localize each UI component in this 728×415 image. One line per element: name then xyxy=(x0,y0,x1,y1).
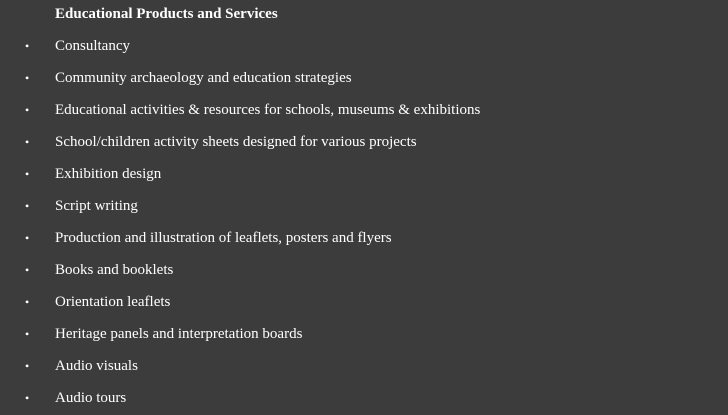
list-item-label: Orientation leaflets xyxy=(55,294,171,310)
list-item-label: Audio visuals xyxy=(55,358,138,374)
list-item-label: Consultancy xyxy=(55,38,130,54)
section-heading: Educational Products and Services xyxy=(55,6,278,22)
list-item-label: Books and booklets xyxy=(55,262,174,278)
list-item-label: School/children activity sheets designed for various projects xyxy=(55,134,417,150)
bullet-icon: • xyxy=(25,295,30,309)
bullet-icon: • xyxy=(25,359,30,373)
bullet-icon: • xyxy=(25,71,30,85)
bullet-icon: • xyxy=(25,103,30,117)
bullet-icon: • xyxy=(25,167,30,181)
bullet-icon: • xyxy=(25,231,30,245)
list-item-label: Script writing xyxy=(55,198,138,214)
bullet-icon: • xyxy=(25,327,30,341)
bullet-icon: • xyxy=(25,199,30,213)
list-item-label: Educational activities & resources for schools, museums & exhibitions xyxy=(55,102,481,118)
list-item-label: Exhibition design xyxy=(55,166,162,182)
bullet-icon: • xyxy=(25,263,30,277)
bullet-icon: • xyxy=(25,39,30,53)
list-item-label: Audio tours xyxy=(55,390,127,406)
list-item-label: Community archaeology and education strategies xyxy=(55,70,352,86)
list-item-label: Production and illustration of leaflets, posters and flyers xyxy=(55,230,392,246)
bullet-icon: • xyxy=(25,391,30,405)
list-item-label: Heritage panels and interpretation boards xyxy=(55,326,303,342)
bullet-icon: • xyxy=(25,135,30,149)
